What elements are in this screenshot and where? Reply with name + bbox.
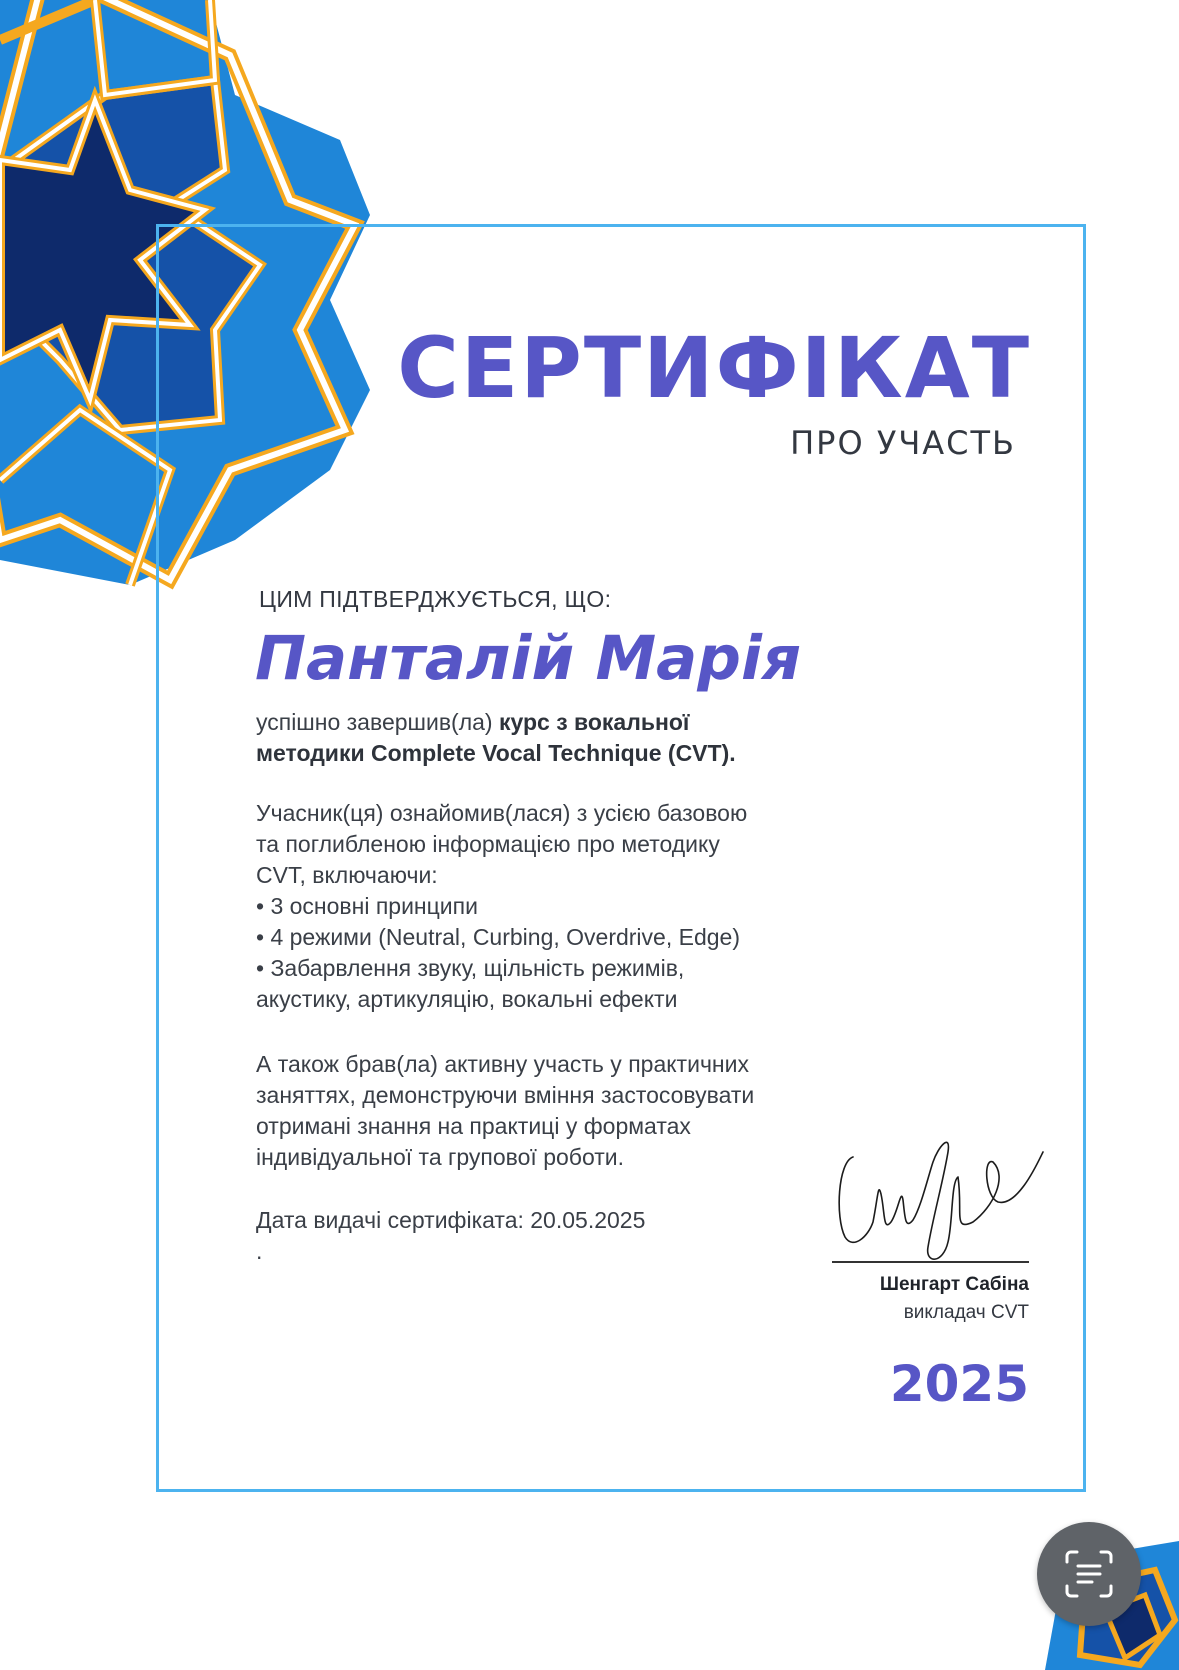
issue-date: Дата видачі сертифіката: 20.05.2025 (256, 1207, 646, 1233)
bullet-item: • 4 режими (Neutral, Curbing, Overdrive, Edge) (256, 924, 740, 950)
certificate-title: СЕРТИФІКАТ (397, 319, 1031, 417)
info-line: Учасник(ця) ознайомив(лася) з усією базовою (256, 800, 748, 826)
course-name-part-2: методики Complete Vocal Technique (CVT). (256, 740, 736, 766)
practice-line: індивідуальної та групової роботи. (256, 1144, 625, 1170)
practice-line: А також брав(ла) активну участь у практичних (256, 1051, 749, 1077)
trailing-dot: . (256, 1238, 263, 1264)
practice-line: отримані знання на практиці у форматах (256, 1113, 691, 1139)
handwritten-signature (833, 1122, 1048, 1267)
text-scan-icon (1061, 1546, 1117, 1602)
confirmation-label: ЦИМ ПІДТВЕРДЖУЄТЬСЯ, ЩО: (259, 586, 612, 612)
signer-role: викладач CVT (903, 1302, 1029, 1323)
completion-paragraph (256, 707, 856, 769)
signer-name: Шенгарт Сабіна (879, 1274, 1029, 1295)
bullet-item-continued: акустику, артикуляцію, вокальні ефекти (256, 986, 678, 1012)
bullet-item: • 3 основні принципи (256, 893, 478, 919)
bullet-item: • Забарвлення звуку, щільність режимів, (256, 955, 685, 981)
recipient-name: Панталій Марія (255, 623, 802, 694)
info-line: CVT, включаючи: (256, 862, 438, 888)
practice-paragraph (256, 1049, 856, 1173)
course-content-paragraph (256, 798, 856, 1015)
info-line: та поглибленою інформацією про методику (256, 831, 720, 857)
signature-line (832, 1261, 1029, 1263)
certificate-subtitle: ПРО УЧАСТЬ (790, 424, 1016, 462)
text-scan-button[interactable] (1037, 1522, 1141, 1626)
completion-prefix: успішно завершив(ла) (256, 709, 499, 735)
certificate-year: 2025 (889, 1355, 1029, 1413)
practice-line: заняттях, демонструючи вміння застосовувати (256, 1082, 755, 1108)
course-name-part-1: курс з вокальної (498, 709, 690, 735)
